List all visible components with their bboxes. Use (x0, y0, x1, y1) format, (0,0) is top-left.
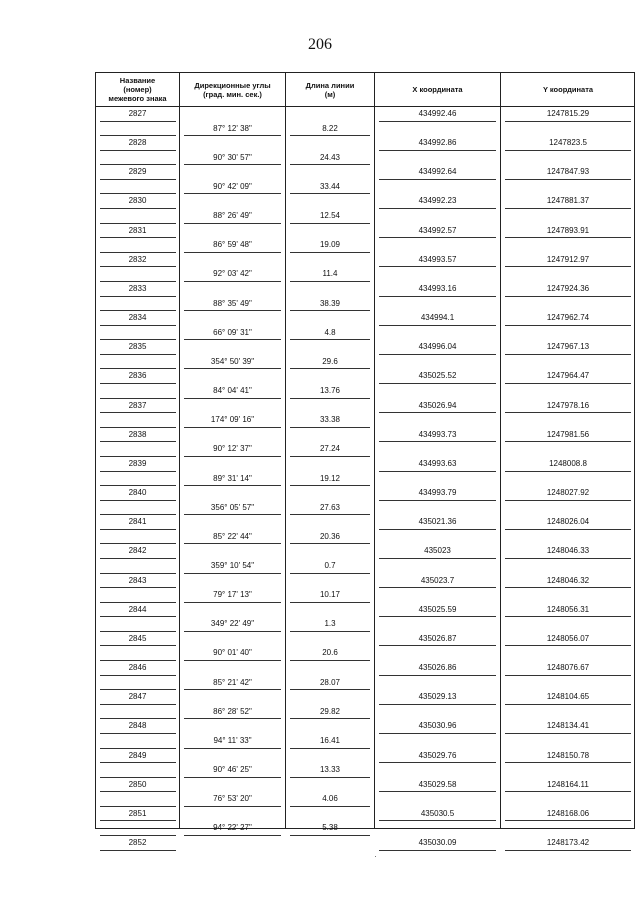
row-rule (184, 806, 281, 807)
x-coordinate: 435023 (424, 546, 451, 556)
direction-angle: 354° 50' 39" (210, 356, 255, 366)
row-rule (100, 500, 176, 501)
marker-name: 2848 (128, 721, 147, 731)
row-rule (100, 252, 176, 253)
line-length: 33.44 (319, 181, 341, 191)
row-rule (505, 441, 631, 442)
line-length: 19.12 (319, 473, 341, 483)
row-rule (184, 164, 281, 165)
row-rule (505, 733, 631, 734)
direction-angle: 90° 30' 57" (213, 152, 252, 162)
line-length: 29.82 (319, 706, 341, 716)
row-rule (184, 252, 281, 253)
direction-angle: 94° 11' 33" (213, 735, 252, 745)
y-coordinate: 1248008.8 (549, 458, 587, 468)
row-rule (184, 398, 281, 399)
row-rule (100, 296, 176, 297)
row-rule (100, 223, 176, 224)
x-coordinate: 434996.04 (418, 342, 457, 352)
row-rule (184, 193, 281, 194)
x-coordinate: 435026.86 (418, 663, 457, 673)
y-coordinate: 1247893.91 (546, 225, 590, 235)
direction-angle: 90° 12' 37" (213, 444, 252, 454)
row-rule (100, 427, 176, 428)
row-rule (290, 835, 370, 836)
marker-name: 2846 (128, 663, 147, 673)
row-rule (290, 135, 370, 136)
row-rule (100, 529, 176, 530)
x-coordinate: 434992.86 (418, 138, 457, 148)
y-coordinate: 1247964.47 (546, 371, 590, 381)
direction-angle: 349° 22' 49" (210, 619, 255, 629)
row-rule (100, 325, 176, 326)
header-x-coordinate: X координата (412, 85, 463, 94)
scan-speck (375, 856, 376, 857)
row-rule (505, 383, 631, 384)
row-rule (100, 777, 176, 778)
marker-name: 2843 (128, 575, 147, 585)
row-rule (100, 135, 176, 136)
row-rule (100, 164, 176, 165)
row-rule (100, 485, 176, 486)
row-rule (184, 748, 281, 749)
y-coordinate: 1248168.06 (546, 808, 590, 818)
line-length: 20.6 (322, 648, 338, 658)
x-coordinate: 435030.96 (418, 721, 457, 731)
row-rule (100, 558, 176, 559)
header-y-coordinate: Y координата (542, 85, 594, 94)
y-coordinate: 1247881.37 (546, 196, 590, 206)
y-coordinate: 1248150.78 (546, 750, 590, 760)
marker-name: 2830 (128, 196, 147, 206)
row-rule (379, 704, 496, 705)
row-rule (505, 325, 631, 326)
row-rule (100, 573, 176, 574)
row-rule (505, 208, 631, 209)
row-rule (379, 616, 496, 617)
row-rule (379, 266, 496, 267)
column-divider (500, 73, 501, 828)
direction-angle: 90° 01' 40" (213, 648, 252, 658)
row-rule (290, 543, 370, 544)
row-rule (379, 325, 496, 326)
marker-name: 2832 (128, 254, 147, 264)
row-rule (290, 427, 370, 428)
row-rule (505, 266, 631, 267)
x-coordinate: 435026.94 (418, 400, 457, 410)
row-rule (100, 748, 176, 749)
marker-name: 2831 (128, 225, 147, 235)
row-rule (290, 514, 370, 515)
row-rule (100, 645, 176, 646)
row-rule (184, 368, 281, 369)
line-length: 29.6 (322, 356, 338, 366)
row-rule (184, 835, 281, 836)
marker-name: 2849 (128, 750, 147, 760)
y-coordinate: 1248134.41 (546, 721, 590, 731)
row-rule (100, 660, 176, 661)
row-rule (290, 602, 370, 603)
direction-angle: 88° 35' 49" (213, 298, 252, 308)
row-rule (379, 500, 496, 501)
row-rule (290, 573, 370, 574)
row-rule (505, 354, 631, 355)
row-rule (100, 602, 176, 603)
row-rule (100, 208, 176, 209)
marker-name: 2836 (128, 371, 147, 381)
direction-angle: 66° 09' 31" (213, 327, 252, 337)
header-marker-name: Название (номер) межевого знака (108, 76, 167, 103)
row-rule (505, 616, 631, 617)
row-rule (379, 412, 496, 413)
row-rule (290, 193, 370, 194)
row-rule (505, 471, 631, 472)
x-coordinate: 434994.1 (420, 313, 455, 323)
marker-name: 2851 (128, 808, 147, 818)
row-rule (100, 368, 176, 369)
row-rule (505, 121, 631, 122)
row-rule (505, 412, 631, 413)
y-coordinate: 1247823.5 (549, 138, 587, 148)
x-coordinate: 434993.79 (418, 488, 457, 498)
direction-angle: 94° 22' 27" (213, 823, 252, 833)
header-direction-angle: Дирекционные углы (град. мин. сек.) (194, 80, 271, 99)
row-rule (505, 820, 631, 821)
x-coordinate: 435030.09 (418, 838, 457, 847)
row-rule (100, 543, 176, 544)
direction-angle: 174° 09' 16" (210, 415, 255, 425)
y-coordinate: 1248056.07 (546, 633, 590, 643)
row-rule (100, 733, 176, 734)
direction-angle: 86° 59' 48" (213, 240, 252, 250)
marker-name: 2842 (128, 546, 147, 556)
row-rule (379, 296, 496, 297)
row-rule (184, 339, 281, 340)
x-coordinate: 435030.5 (420, 808, 455, 818)
line-length: 27.63 (319, 502, 341, 512)
row-rule (379, 791, 496, 792)
x-coordinate: 434992.46 (418, 109, 457, 118)
row-rule (505, 558, 631, 559)
row-rule (100, 398, 176, 399)
row-rule (290, 631, 370, 632)
page-number: 206 (308, 36, 332, 53)
row-rule (100, 514, 176, 515)
direction-angle: 79° 17' 13" (213, 590, 252, 600)
row-rule (184, 485, 281, 486)
row-rule (379, 383, 496, 384)
x-coordinate: 434993.63 (418, 458, 457, 468)
y-coordinate: 1248164.11 (547, 779, 589, 789)
row-rule (100, 631, 176, 632)
row-rule (184, 135, 281, 136)
column-divider (374, 73, 375, 828)
x-coordinate: 435025.59 (418, 604, 457, 614)
row-rule (290, 339, 370, 340)
x-coordinate: 435029.58 (418, 779, 457, 789)
direction-angle: 356° 05' 57" (210, 502, 255, 512)
row-rule (100, 791, 176, 792)
direction-angle: 359° 10' 54" (210, 560, 255, 570)
row-rule (100, 354, 176, 355)
row-rule (100, 762, 176, 763)
row-rule (184, 456, 281, 457)
line-length: 4.06 (322, 794, 338, 804)
row-rule (100, 339, 176, 340)
marker-name: 2839 (128, 458, 147, 468)
marker-name: 2847 (128, 692, 147, 702)
marker-name: 2840 (128, 488, 147, 498)
line-length: 20.36 (319, 531, 341, 541)
row-rule (290, 252, 370, 253)
row-rule (505, 704, 631, 705)
x-coordinate: 435029.76 (418, 750, 457, 760)
marker-name: 2829 (128, 167, 147, 177)
marker-name: 2835 (128, 342, 147, 352)
row-rule (505, 500, 631, 501)
row-rule (505, 675, 631, 676)
row-rule (100, 820, 176, 821)
y-coordinate: 1248076.67 (546, 663, 590, 673)
row-rule (100, 471, 176, 472)
x-coordinate: 434992.64 (418, 167, 457, 177)
row-rule (290, 689, 370, 690)
row-rule (379, 820, 496, 821)
line-length: 38.39 (319, 298, 341, 308)
row-rule (379, 850, 496, 851)
line-length: 16.41 (319, 735, 341, 745)
x-coordinate: 434992.57 (418, 225, 457, 235)
row-rule (505, 645, 631, 646)
direction-angle: 88° 26' 49" (213, 211, 252, 221)
x-coordinate: 434993.73 (418, 429, 457, 439)
marker-name: 2845 (128, 633, 147, 643)
row-rule (184, 514, 281, 515)
row-rule (290, 485, 370, 486)
y-coordinate: 1247815.29 (546, 109, 590, 118)
x-coordinate: 434993.16 (418, 283, 457, 293)
row-rule (184, 689, 281, 690)
y-coordinate: 1247847.93 (546, 167, 590, 177)
direction-angle: 76° 53' 20" (213, 794, 252, 804)
row-rule (505, 762, 631, 763)
row-rule (505, 296, 631, 297)
y-coordinate: 1248027.92 (546, 488, 590, 498)
row-rule (379, 733, 496, 734)
line-length: 1.3 (324, 619, 336, 629)
row-rule (379, 150, 496, 151)
row-rule (505, 791, 631, 792)
row-rule (184, 223, 281, 224)
row-rule (505, 150, 631, 151)
row-rule (379, 762, 496, 763)
header-divider (96, 106, 634, 107)
row-rule (184, 631, 281, 632)
row-rule (100, 150, 176, 151)
row-rule (290, 777, 370, 778)
y-coordinate: 1247981.56 (546, 429, 590, 439)
row-rule (100, 193, 176, 194)
x-coordinate: 435026.87 (418, 633, 457, 643)
y-coordinate: 1247978.16 (546, 400, 590, 410)
row-rule (184, 573, 281, 574)
direction-angle: 92° 03' 42" (213, 269, 252, 279)
row-rule (184, 543, 281, 544)
row-rule (379, 558, 496, 559)
row-rule (290, 660, 370, 661)
row-rule (100, 689, 176, 690)
x-coordinate: 435021.36 (418, 517, 457, 527)
marker-name: 2827 (128, 109, 147, 118)
row-rule (184, 660, 281, 661)
line-length: 8.22 (322, 123, 338, 133)
line-length: 0.7 (324, 560, 336, 570)
marker-name: 2837 (128, 400, 147, 410)
y-coordinate: 1247967.13 (546, 342, 590, 352)
row-rule (290, 718, 370, 719)
row-rule (290, 806, 370, 807)
row-rule (379, 675, 496, 676)
line-length: 19.09 (319, 240, 341, 250)
line-length: 11.4 (322, 269, 338, 279)
row-rule (184, 777, 281, 778)
row-rule (290, 310, 370, 311)
row-rule (290, 748, 370, 749)
line-length: 28.07 (319, 677, 341, 687)
direction-angle: 85° 21' 42" (213, 677, 252, 687)
direction-angle: 86° 28' 52" (213, 706, 252, 716)
row-rule (184, 281, 281, 282)
y-coordinate: 1247924.36 (546, 283, 590, 293)
marker-name: 2844 (128, 604, 147, 614)
direction-angle: 90° 42' 09" (213, 181, 252, 191)
x-coordinate: 435023.7 (420, 575, 455, 585)
row-rule (100, 266, 176, 267)
marker-name: 2850 (128, 779, 147, 789)
row-rule (290, 398, 370, 399)
x-coordinate: 434993.57 (418, 254, 457, 264)
row-rule (100, 441, 176, 442)
direction-angle: 85° 22' 44" (213, 531, 252, 541)
line-length: 10.17 (319, 590, 341, 600)
line-length: 12.54 (319, 211, 341, 221)
line-length: 5.38 (322, 823, 338, 833)
row-rule (505, 237, 631, 238)
row-rule (100, 616, 176, 617)
row-rule (290, 456, 370, 457)
x-coordinate: 435025.52 (418, 371, 457, 381)
row-rule (100, 587, 176, 588)
row-rule (379, 471, 496, 472)
row-rule (100, 179, 176, 180)
y-coordinate: 1248026.04 (546, 517, 590, 527)
row-rule (379, 179, 496, 180)
marker-name: 2838 (128, 429, 147, 439)
row-rule (100, 675, 176, 676)
row-rule (505, 850, 631, 851)
row-rule (379, 121, 496, 122)
row-rule (505, 587, 631, 588)
row-rule (100, 281, 176, 282)
row-rule (505, 179, 631, 180)
row-rule (379, 645, 496, 646)
line-length: 13.76 (319, 386, 341, 396)
row-rule (290, 223, 370, 224)
coordinates-table (95, 72, 635, 847)
line-length: 24.43 (319, 152, 341, 162)
direction-angle: 87° 12' 38" (213, 123, 252, 133)
header-line-length: Длина линии (м) (305, 80, 355, 99)
line-length: 4.8 (324, 327, 336, 337)
row-rule (184, 602, 281, 603)
row-rule (379, 529, 496, 530)
row-rule (290, 164, 370, 165)
row-rule (379, 237, 496, 238)
row-rule (379, 354, 496, 355)
direction-angle: 84° 04' 41" (213, 386, 252, 396)
row-rule (505, 529, 631, 530)
line-length: 33.38 (319, 415, 341, 425)
x-coordinate: 435029.13 (418, 692, 457, 702)
row-rule (100, 835, 176, 836)
row-rule (100, 310, 176, 311)
row-rule (184, 427, 281, 428)
direction-angle: 89° 31' 14" (213, 473, 252, 483)
row-rule (184, 310, 281, 311)
row-rule (100, 412, 176, 413)
y-coordinate: 1248046.32 (546, 575, 590, 585)
row-rule (100, 383, 176, 384)
row-rule (379, 441, 496, 442)
y-coordinate: 1248173.42 (546, 838, 590, 847)
y-coordinate: 1247912.97 (546, 254, 590, 264)
marker-name: 2852 (128, 838, 147, 847)
row-rule (100, 704, 176, 705)
line-length: 13.33 (319, 765, 341, 775)
row-rule (100, 121, 176, 122)
direction-angle: 90° 46' 25" (213, 765, 252, 775)
row-rule (290, 281, 370, 282)
marker-name: 2828 (128, 138, 147, 148)
row-rule (100, 718, 176, 719)
y-coordinate: 1248104.65 (546, 692, 590, 702)
x-coordinate: 434992.23 (418, 196, 457, 206)
row-rule (100, 456, 176, 457)
row-rule (100, 806, 176, 807)
line-length: 27.24 (319, 444, 341, 454)
y-coordinate: 1247962.74 (546, 313, 590, 323)
row-rule (379, 587, 496, 588)
y-coordinate: 1248056.31 (546, 604, 590, 614)
y-coordinate: 1248046.33 (546, 546, 590, 556)
row-rule (290, 368, 370, 369)
row-rule (100, 850, 176, 851)
marker-name: 2834 (128, 313, 147, 323)
marker-name: 2833 (128, 283, 147, 293)
row-rule (100, 237, 176, 238)
row-rule (379, 208, 496, 209)
row-rule (184, 718, 281, 719)
marker-name: 2841 (128, 517, 147, 527)
